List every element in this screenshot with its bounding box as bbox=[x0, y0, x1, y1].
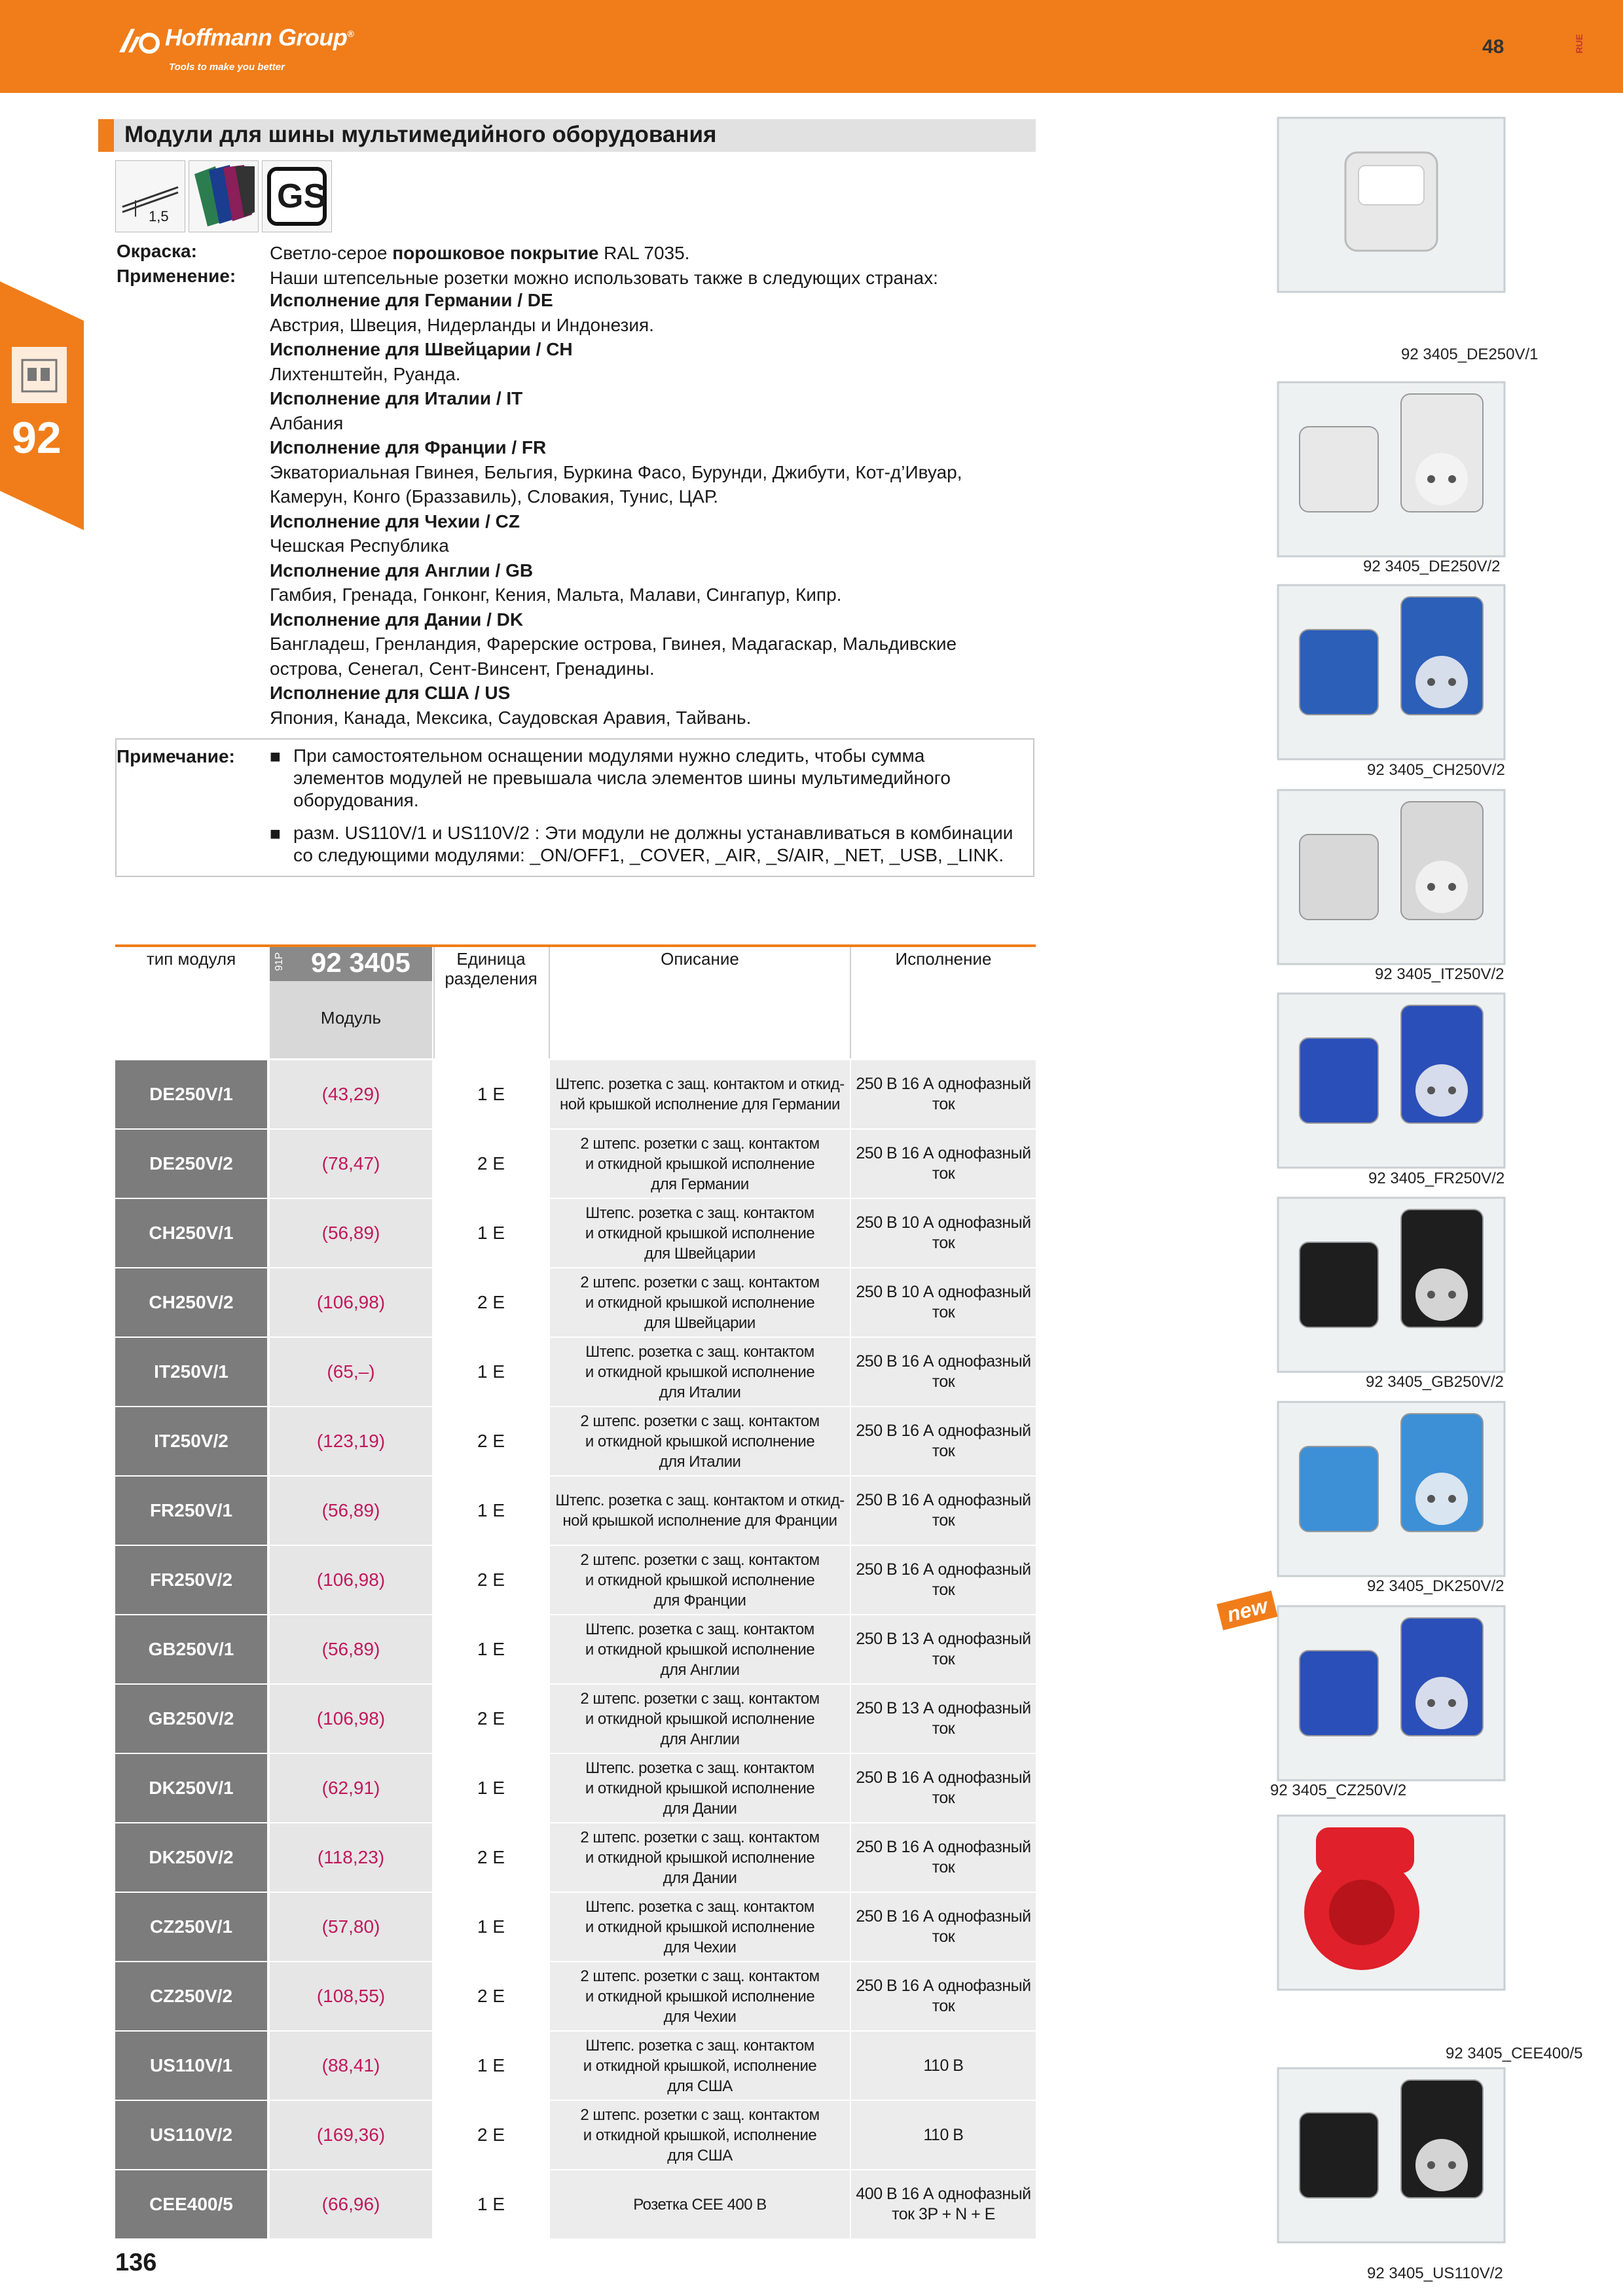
row-description bbox=[550, 1130, 850, 1198]
description-line: Штепс. розетка с защ. контактом bbox=[585, 1897, 814, 1916]
row-unit: 1 E bbox=[477, 2055, 505, 2075]
description-line: для Франции bbox=[653, 1591, 746, 1609]
row-unit: 2 E bbox=[477, 1986, 505, 2006]
description-line: и откидной крышкой, исполнение bbox=[583, 2126, 817, 2144]
description-line: и откидной крышкой исполнение bbox=[585, 1848, 815, 1867]
description-line: и откидной крышкой исполнение bbox=[585, 1987, 815, 2005]
row-description bbox=[550, 1823, 850, 1892]
row-price: (66,96) bbox=[270, 2170, 432, 2238]
row-price: (123,19) bbox=[270, 1407, 432, 1475]
execution-line: 250 В 16 А однофазный bbox=[856, 1491, 1031, 1509]
execution-line: ток bbox=[932, 1303, 955, 1321]
country-list-text: Гамбия, Гренада, Гонконг, Кения, Мальта, Малави, Сингапур, Кипр. bbox=[270, 584, 842, 605]
row-description bbox=[550, 1268, 850, 1336]
execution-line: ток bbox=[932, 1858, 955, 1876]
row-unit: 2 E bbox=[477, 1292, 505, 1312]
row-description bbox=[550, 1060, 850, 1128]
row-module-code: DE250V/1 bbox=[115, 1060, 267, 1128]
row-unit: 1 E bbox=[477, 1778, 505, 1798]
description-line: для Дании bbox=[663, 1799, 737, 1818]
row-unit: 2 E bbox=[477, 1431, 505, 1451]
description-line: и откидной крышкой исполнение bbox=[585, 1571, 815, 1589]
description-line: 2 штепс. розетки с защ. контактом bbox=[580, 1967, 820, 1985]
product-image-caption: 92 3405_DE250V/1 bbox=[1401, 346, 1539, 363]
execution-line: 250 В 10 А однофазный bbox=[856, 1283, 1031, 1301]
row-module-code: US110V/1 bbox=[115, 2032, 267, 2100]
header-unit: Единица разделения bbox=[445, 949, 538, 988]
description-line: и откидной крышкой исполнение bbox=[585, 1363, 815, 1381]
hoffmann-logo-icon bbox=[117, 24, 162, 55]
note-2 bbox=[293, 822, 1013, 867]
description-line: Розетка CEE 400 В bbox=[633, 2195, 767, 2214]
row-execution bbox=[851, 1060, 1036, 1128]
execution-line: ток bbox=[932, 1234, 955, 1252]
description-line: 2 штепс. розетки с защ. контактом bbox=[580, 2106, 820, 2124]
row-price: (88,41) bbox=[270, 2032, 432, 2100]
execution-line: 250 В 13 А однофазный bbox=[856, 1699, 1031, 1717]
row-execution bbox=[851, 1268, 1036, 1336]
description-line: для США bbox=[667, 2146, 733, 2164]
row-price: (65,–) bbox=[270, 1338, 432, 1406]
note-label: Примечание: bbox=[117, 746, 235, 766]
row-unit: 2 E bbox=[477, 1153, 505, 1174]
description-line: для Италии bbox=[659, 1383, 741, 1401]
row-unit: 1 E bbox=[477, 1916, 505, 1937]
row-price: (106,98) bbox=[270, 1685, 432, 1753]
execution-line: ток bbox=[932, 1719, 955, 1738]
row-price: (169,36) bbox=[270, 2101, 432, 2169]
execution-line: 250 В 16 А однофазный bbox=[856, 1075, 1031, 1093]
execution-line: 110 В bbox=[923, 2056, 964, 2075]
product-image bbox=[1277, 1814, 1506, 1991]
product-image-caption: 92 3405_DK250V/2 bbox=[1367, 1577, 1504, 1595]
execution-line: 250 В 16 А однофазный bbox=[856, 1907, 1031, 1926]
header-module-type: тип модуля bbox=[146, 949, 236, 969]
description-line: для Чехии bbox=[663, 1938, 737, 1956]
row-execution bbox=[851, 1338, 1036, 1406]
execution-line: 250 В 16 А однофазный bbox=[856, 1977, 1031, 1995]
product-image bbox=[1277, 2067, 1506, 2244]
description-line: и откидной крышкой исполнение bbox=[585, 1224, 815, 1242]
row-price: (106,98) bbox=[270, 1546, 432, 1614]
row-description bbox=[550, 2170, 850, 2238]
bullet-1: ■ bbox=[270, 746, 281, 766]
country-heading: Исполнение для Швейцарии / CH bbox=[270, 339, 573, 359]
row-execution bbox=[851, 1823, 1036, 1892]
product-image-caption: 92 3405_FR250V/2 bbox=[1368, 1170, 1505, 1187]
row-module-code: DK250V/1 bbox=[115, 1754, 267, 1822]
description-line: и откидной крышкой исполнение bbox=[585, 1710, 815, 1728]
description-line: для Англии bbox=[660, 1660, 740, 1679]
row-module-code: IT250V/2 bbox=[115, 1407, 267, 1475]
execution-line: ток bbox=[932, 1581, 955, 1599]
header-description: Описание bbox=[661, 949, 739, 969]
chapter-side-tab bbox=[0, 281, 84, 530]
country-heading: Исполнение для Чехии / CZ bbox=[270, 511, 520, 531]
execution-line: 250 В 16 А однофазный bbox=[856, 1560, 1031, 1579]
product-image-caption: 92 3405_GB250V/2 bbox=[1366, 1373, 1504, 1391]
row-execution bbox=[851, 2101, 1036, 2169]
row-module-code: IT250V/1 bbox=[115, 1338, 267, 1406]
row-unit: 2 E bbox=[477, 1570, 505, 1590]
country-heading: Исполнение для Франции / FR bbox=[270, 437, 547, 457]
row-execution bbox=[851, 1893, 1036, 1961]
execution-line: ток bbox=[932, 1650, 955, 1668]
row-description bbox=[550, 1407, 850, 1475]
row-price: (118,23) bbox=[270, 1823, 432, 1892]
country-list-text: Албания bbox=[270, 412, 344, 433]
row-module-code: CH250V/2 bbox=[115, 1268, 267, 1336]
execution-line: 250 В 16 А однофазный bbox=[856, 1144, 1031, 1162]
country-list-text: Япония, Канада, Мексика, Саудовская Аравия, Тайвань. bbox=[270, 707, 752, 728]
description-line: 2 штепс. розетки с защ. контактом bbox=[580, 1828, 820, 1846]
product-image bbox=[1277, 1196, 1506, 1373]
description-line: и откидной крышкой исполнение bbox=[585, 1779, 815, 1797]
description-line: Штепс. розетка с защ. контактом bbox=[585, 2036, 814, 2054]
row-description bbox=[550, 1685, 850, 1753]
gs-label: GS bbox=[277, 177, 327, 215]
product-image bbox=[1277, 584, 1506, 761]
paint-text: Светло-серое порошковое покрытие RAL 7035. bbox=[270, 243, 690, 263]
description-line: Штепс. розетка с защ. контактом bbox=[585, 1620, 814, 1638]
row-module-code: GB250V/1 bbox=[115, 1615, 267, 1683]
execution-line: 250 В 16 А однофазный bbox=[856, 1838, 1031, 1856]
product-image bbox=[1277, 789, 1506, 965]
description-line: Штепс. розетка с защ. контактом и откид- bbox=[555, 1492, 845, 1509]
row-execution bbox=[851, 1754, 1036, 1822]
row-module-code: CZ250V/1 bbox=[115, 1893, 267, 1961]
description-line: 2 штепс. розетки с защ. контактом bbox=[580, 1134, 820, 1153]
row-description bbox=[550, 1546, 850, 1614]
row-execution bbox=[851, 1685, 1036, 1753]
table-top-rule bbox=[115, 944, 1036, 947]
country-list-text: Камерун, Конго (Браззавиль), Словакия, Тунис, ЦАР. bbox=[270, 486, 719, 507]
paint-label: Окраска: bbox=[117, 241, 197, 261]
execution-line: 250 В 16 А однофазный bbox=[856, 1422, 1031, 1440]
execution-line: 250 В 13 А однофазный bbox=[856, 1630, 1031, 1648]
header-article-code: 92 3405 bbox=[311, 947, 410, 978]
country-heading: Исполнение для США / US bbox=[270, 683, 511, 703]
execution-line: 250 В 16 А однофазный bbox=[856, 1352, 1031, 1371]
execution-line: 250 В 10 А однофазный bbox=[856, 1213, 1031, 1232]
row-module-code: CZ250V/2 bbox=[115, 1962, 267, 2030]
country-heading: Исполнение для Англии / GB bbox=[270, 560, 534, 581]
description-line: и откидной крышкой исполнение bbox=[585, 1293, 815, 1312]
header-execution: Исполнение bbox=[895, 949, 992, 969]
row-unit: 1 E bbox=[477, 1361, 505, 1382]
description-line: Штепс. розетка с защ. контактом bbox=[585, 1759, 814, 1777]
row-module-code: FR250V/2 bbox=[115, 1546, 267, 1614]
brand-logo: Hoffmann Group® bbox=[117, 24, 354, 55]
row-price: (57,80) bbox=[270, 1893, 432, 1961]
row-unit: 1 E bbox=[477, 1084, 505, 1104]
brand-tagline: Tools to make you better bbox=[169, 62, 285, 73]
country-list-text: Лихтенштейн, Руанда. bbox=[270, 363, 461, 384]
row-unit: 1 E bbox=[477, 1500, 505, 1520]
product-image bbox=[1277, 1401, 1506, 1577]
product-image-caption: 92 3405_DE250V/2 bbox=[1363, 558, 1501, 575]
description-line: и откидной крышкой исполнение bbox=[585, 1918, 815, 1936]
description-line: для Англии bbox=[660, 1730, 740, 1748]
page-title: Модули для шины мультимедийного оборудования bbox=[124, 122, 717, 147]
row-module-code: DE250V/2 bbox=[115, 1130, 267, 1198]
row-execution bbox=[851, 1199, 1036, 1267]
row-description bbox=[550, 1893, 850, 1961]
thickness-icon bbox=[115, 160, 185, 232]
description-line: для Германии bbox=[651, 1175, 749, 1193]
execution-line: 250 В 16 А однофазный bbox=[856, 1768, 1031, 1787]
row-description bbox=[550, 1199, 850, 1267]
color-swatch-icon bbox=[189, 160, 259, 232]
row-execution bbox=[851, 2032, 1036, 2100]
execution-line: ток bbox=[932, 1095, 955, 1113]
header-modul: Модуль bbox=[320, 1008, 382, 1028]
page-number-bottom: 136 bbox=[115, 2249, 157, 2276]
product-image-caption: 92 3405_CZ250V/2 bbox=[1270, 1782, 1407, 1799]
row-module-code: CH250V/1 bbox=[115, 1199, 267, 1267]
row-module-code: CEE400/5 bbox=[115, 2170, 267, 2238]
row-unit: 2 E bbox=[477, 1847, 505, 1867]
row-unit: 1 E bbox=[477, 2194, 505, 2214]
country-heading: Исполнение для Дании / DK bbox=[270, 609, 524, 630]
description-line: и откидной крышкой, исполнение bbox=[583, 2056, 817, 2075]
row-execution bbox=[851, 2170, 1036, 2238]
row-price: (62,91) bbox=[270, 1754, 432, 1822]
description-line: для Швейцарии bbox=[644, 1314, 756, 1332]
note-1 bbox=[293, 745, 951, 812]
row-description bbox=[550, 1754, 850, 1822]
execution-line: 110 В bbox=[923, 2125, 964, 2144]
execution-line: ток bbox=[932, 1372, 955, 1391]
row-execution bbox=[851, 1130, 1036, 1198]
note-text-line: элементов модулей не превышала числа элементов шины мультимедийного bbox=[293, 768, 951, 788]
description-line: ной крышкой исполнение для Германии bbox=[560, 1096, 840, 1113]
application-intro: Наши штепсельные розетки можно использовать также в следующих странах: bbox=[270, 268, 938, 288]
brand-name: Hoffmann Group bbox=[165, 24, 348, 51]
row-price: (43,29) bbox=[270, 1060, 432, 1128]
row-execution bbox=[851, 1407, 1036, 1475]
row-price: (108,55) bbox=[270, 1962, 432, 2030]
description-line: для Дании bbox=[663, 1869, 737, 1887]
description-line: 2 штепс. розетки с защ. контактом bbox=[580, 1689, 820, 1708]
row-price: (56,89) bbox=[270, 1615, 432, 1683]
row-unit: 1 E bbox=[477, 1639, 505, 1659]
product-image bbox=[1277, 381, 1506, 558]
row-description bbox=[550, 1615, 850, 1683]
product-image bbox=[1277, 992, 1506, 1169]
chapter-number: 92 bbox=[12, 413, 62, 463]
row-module-code: FR250V/1 bbox=[115, 1477, 267, 1545]
note-text-line: При самостоятельном оснащении модулями нужно следить, чтобы сумма bbox=[293, 745, 925, 766]
header-91p: 91P bbox=[274, 952, 285, 971]
product-image-caption: 92 3405_IT250V/2 bbox=[1375, 965, 1504, 983]
row-price: (56,89) bbox=[270, 1477, 432, 1545]
row-execution bbox=[851, 1615, 1036, 1683]
execution-line: ток 3P + N + E bbox=[892, 2205, 995, 2223]
thickness-label: 1,5 bbox=[149, 208, 169, 224]
execution-line: 400 В 16 А однофазный bbox=[856, 2185, 1031, 2203]
description-line: и откидной крышкой исполнение bbox=[585, 1432, 815, 1450]
row-unit: 2 E bbox=[477, 1708, 505, 1729]
application-label: Применение: bbox=[117, 266, 236, 286]
execution-line: ток bbox=[932, 1789, 955, 1807]
language-code: RUE bbox=[1574, 34, 1584, 54]
execution-line: ток bbox=[932, 1997, 955, 2015]
execution-line: ток bbox=[932, 1164, 955, 1183]
note-text-line: оборудования. bbox=[293, 790, 419, 810]
description-line: для Чехии bbox=[663, 2007, 737, 2026]
execution-line: ток bbox=[932, 1511, 955, 1530]
note-text-line: со следующими модулями: _ON/OFF1, _COVER, _AIR, _S/AIR, _NET, _USB, _LINK. bbox=[293, 845, 1004, 865]
description-line: Штепс. розетка с защ. контактом bbox=[585, 1342, 814, 1361]
row-price: (78,47) bbox=[270, 1130, 432, 1198]
description-line: для США bbox=[667, 2077, 733, 2095]
row-description bbox=[550, 2032, 850, 2100]
row-description bbox=[550, 2101, 850, 2169]
description-line: ной крышкой исполнение для Франции bbox=[562, 1512, 837, 1530]
product-image bbox=[1277, 117, 1506, 293]
row-unit: 2 E bbox=[477, 2125, 505, 2145]
description-line: и откидной крышкой исполнение bbox=[585, 1155, 815, 1173]
row-description bbox=[550, 1962, 850, 2030]
row-execution bbox=[851, 1477, 1036, 1545]
gs-certificate-icon bbox=[262, 160, 332, 232]
new-badge: new bbox=[1216, 1590, 1278, 1630]
row-description bbox=[550, 1477, 850, 1545]
country-list-text: Чешская Республика bbox=[270, 535, 449, 556]
description-line: для Швейцарии bbox=[644, 1244, 756, 1263]
bullet-2: ■ bbox=[270, 823, 281, 844]
description-line: для Италии bbox=[659, 1452, 741, 1471]
row-description bbox=[550, 1338, 850, 1406]
product-image bbox=[1277, 1605, 1506, 1782]
row-execution bbox=[851, 1546, 1036, 1614]
description-line: 2 штепс. розетки с защ. контактом bbox=[580, 1273, 820, 1291]
description-line: Штепс. розетка с защ. контактом и откид- bbox=[555, 1075, 845, 1093]
country-list-text: Экваториальная Гвинея, Бельгия, Буркина Фасо, Бурунди, Джибути, Кот-д’Ивуар, bbox=[270, 461, 962, 482]
execution-line: ток bbox=[932, 1442, 955, 1460]
country-list-text: острова, Сенегал, Сент-Винсент, Гренадины. bbox=[270, 658, 655, 679]
row-price: (56,89) bbox=[270, 1199, 432, 1267]
country-heading: Исполнение для Италии / IT bbox=[270, 388, 523, 408]
execution-line: ток bbox=[932, 1928, 955, 1946]
product-image-caption: 92 3405_CH250V/2 bbox=[1367, 761, 1505, 779]
row-execution bbox=[851, 1962, 1036, 2030]
country-list-text: Бангладеш, Гренландия, Фарерские острова, Гвинея, Мадагаскар, Мальдивские bbox=[270, 634, 957, 654]
row-price: (106,98) bbox=[270, 1268, 432, 1336]
product-image-caption: 92 3405_US110V/2 bbox=[1367, 2265, 1503, 2282]
product-image-caption: 92 3405_CEE400/5 bbox=[1446, 2045, 1583, 2062]
row-module-code: US110V/2 bbox=[115, 2101, 267, 2169]
description-line: 2 штепс. розетки с защ. контактом bbox=[580, 1412, 820, 1430]
country-list-text: Австрия, Швеция, Нидерланды и Индонезия. bbox=[270, 314, 654, 335]
description-line: 2 штепс. розетки с защ. контактом bbox=[580, 1551, 820, 1569]
description-line: Штепс. розетка с защ. контактом bbox=[585, 1204, 814, 1222]
page-number-top: 48 bbox=[1482, 36, 1504, 58]
row-module-code: GB250V/2 bbox=[115, 1685, 267, 1753]
row-module-code: DK250V/2 bbox=[115, 1823, 267, 1892]
description-line: и откидной крышкой исполнение bbox=[585, 1640, 815, 1659]
country-heading: Исполнение для Германии / DE bbox=[270, 290, 553, 310]
note-text-line: разм. US110V/1 и US110V/2 : Эти модули не должны устанавливаться в комбинации bbox=[293, 823, 1013, 843]
row-unit: 1 E bbox=[477, 1223, 505, 1243]
